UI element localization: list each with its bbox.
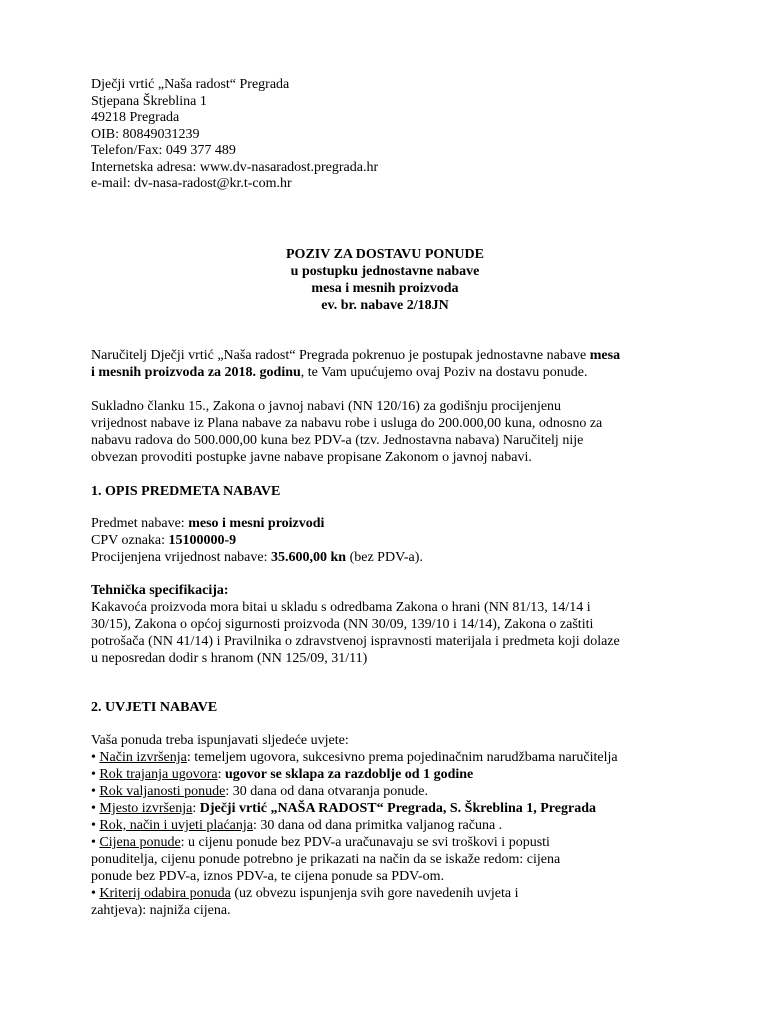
condition-item <box>91 817 691 834</box>
spec-line-3: potrošača (NN 41/14) i Pravilnika o zdravstvenoj ispravnosti materijala i predmeta koji dolaze <box>91 634 620 649</box>
title-line-4: ev. br. nabave 2/18JN <box>321 298 449 313</box>
condition-label: Cijena ponude <box>99 835 181 850</box>
condition-item <box>91 783 691 800</box>
condition-label: Rok valjanosti ponude <box>99 784 226 799</box>
subject-label: Predmet nabave: <box>91 516 189 531</box>
legal-basis-line-2: vrijednost nabave iz Plana nabave za nabavu robe i usluga do 200.000,00 kuna, odnosno za <box>91 416 603 431</box>
intro-paragraph-2 <box>91 398 691 466</box>
estimate-value: 35.600,00 kn <box>271 550 347 565</box>
spec-line-1: Kakavoća proizvoda mora bitai u skladu s odredbama Zakona o hrani (NN 81/13, 14/14 i <box>91 600 591 615</box>
conditions-intro: Vaša ponuda treba ispunjavati sljedeće uvjete: <box>91 733 349 748</box>
website: Internetska adresa: www.dv-nasaradost.pregrada.hr <box>91 159 379 175</box>
condition-text: : 30 dana od dana otvaranja ponude. <box>225 784 428 799</box>
intro-paragraph-1 <box>91 347 691 381</box>
intro-text-end: , te Vam upućujemo ovaj Poziv na dostavu ponude. <box>300 365 588 380</box>
condition-item <box>91 749 691 766</box>
bullet: • <box>91 801 96 816</box>
legal-basis-line-4: obvezan provoditi postupke javne nabave propisane Zakonom o javnoj nabavi. <box>91 450 532 465</box>
phone-fax: Telefon/Fax: 049 377 489 <box>91 143 236 158</box>
bullet: • <box>91 767 96 782</box>
condition-text: Dječji vrtić „NAŠA RADOST“ Pregrada, S. Škreblina 1, Pregrada <box>199 801 596 816</box>
intro-bold-subject-cont: i mesnih proizvoda za 2018. godinu <box>91 365 301 380</box>
condition-label: Kriterij odabira ponuda <box>99 886 231 901</box>
cpv-label: CPV oznaka: <box>91 533 169 548</box>
sender-address-block <box>91 77 378 193</box>
intro-text: Naručitelj Dječji vrtić „Naša radost“ Pregrada pokrenuo je postupak jednostavne nabave <box>91 348 590 363</box>
bullet: • <box>91 886 96 901</box>
condition-item <box>91 766 691 783</box>
spec-heading: Tehnička specifikacija: <box>91 583 229 598</box>
section-1 <box>91 483 691 500</box>
condition-text: ugovor se sklapa za razdoblje od 1 godine <box>224 767 474 782</box>
bullet: • <box>91 835 96 850</box>
email: e-mail: dv-nasa-radost@kr.t-com.hr <box>91 176 292 191</box>
condition-text: (uz obvezu ispunjenja svih gore navedenih uvjeta i <box>230 886 519 901</box>
condition-label: Mjesto izvršenja <box>99 801 193 816</box>
separator: : <box>192 801 200 816</box>
section-1-heading: 1. OPIS PREDMETA NABAVE <box>91 484 281 499</box>
conditions-list <box>91 732 691 919</box>
condition-item <box>91 885 691 902</box>
condition-label: Rok trajanja ugovora <box>99 767 218 782</box>
condition-label: Rok, način i uvjeti plaćanja <box>99 818 253 833</box>
condition-text: : 30 dana od dana primitka valjanog računa . <box>252 818 503 833</box>
title-line-3: mesa i mesnih proizvoda <box>311 281 459 296</box>
subject-value: meso i mesni proizvodi <box>188 516 325 531</box>
separator: : <box>217 767 225 782</box>
bullet: • <box>91 818 96 833</box>
estimate-label: Procijenjena vrijednost nabave: <box>91 550 271 565</box>
oib-number: OIB: 80849031239 <box>91 126 200 142</box>
spec-line-4: u neposredan dodir s hranom (NN 125/09, 31/11) <box>91 651 368 666</box>
postal-city: 49218 Pregrada <box>91 110 180 125</box>
street-address: Stjepana Škreblina 1 <box>91 93 207 109</box>
spec-line-2: 30/15), Zakona o općoj sigurnosti proizvoda (NN 30/09, 139/10 i 14/14), Zakona o zaštiti <box>91 617 594 632</box>
section-2 <box>91 699 691 716</box>
bullet: • <box>91 784 96 799</box>
title-line-2: u postupku jednostavne nabave <box>290 264 480 279</box>
procurement-subject-block <box>91 515 691 566</box>
condition-label: Način izvršenja <box>99 750 187 765</box>
estimate-suffix: (bez PDV-a). <box>346 550 423 565</box>
document-title <box>0 246 770 314</box>
condition-text: : temeljem ugovora, sukcesivno prema pojedinačnim narudžbama naručitelja <box>186 750 618 765</box>
section-2-heading: 2. UVJETI NABAVE <box>91 700 218 715</box>
condition-text-cont: ponuditelja, cijenu ponude potrebno je prikazati na način da se iskaže redom: cijena <box>91 852 561 867</box>
cpv-value: 15100000-9 <box>168 533 237 548</box>
institution-name: Dječji vrtić „Naša radost“ Pregrada <box>91 77 290 92</box>
technical-specification <box>91 582 691 667</box>
condition-text: : u cijenu ponude bez PDV-a uračunavaju se svi troškovi i popusti <box>180 835 550 850</box>
legal-basis-line-1: Sukladno članku 15., Zakona o javnoj nabavi (NN 120/16) za godišnju procijenjenu <box>91 399 562 414</box>
condition-text-cont: zahtjeva): najniža cijena. <box>91 903 231 918</box>
bullet: • <box>91 750 96 765</box>
legal-basis-line-3: nabavu radova do 500.000,00 kuna bez PDV-a (tzv. Jednostavna nabava) Naručitelj nije <box>91 433 584 448</box>
condition-item <box>91 834 691 851</box>
intro-bold-subject: mesa <box>589 348 621 363</box>
condition-text-cont: ponude bez PDV-a, iznos PDV-a, te cijena ponude sa PDV-om. <box>91 869 445 884</box>
condition-item <box>91 800 691 817</box>
title-line-1: POZIV ZA DOSTAVU PONUDE <box>286 247 484 262</box>
